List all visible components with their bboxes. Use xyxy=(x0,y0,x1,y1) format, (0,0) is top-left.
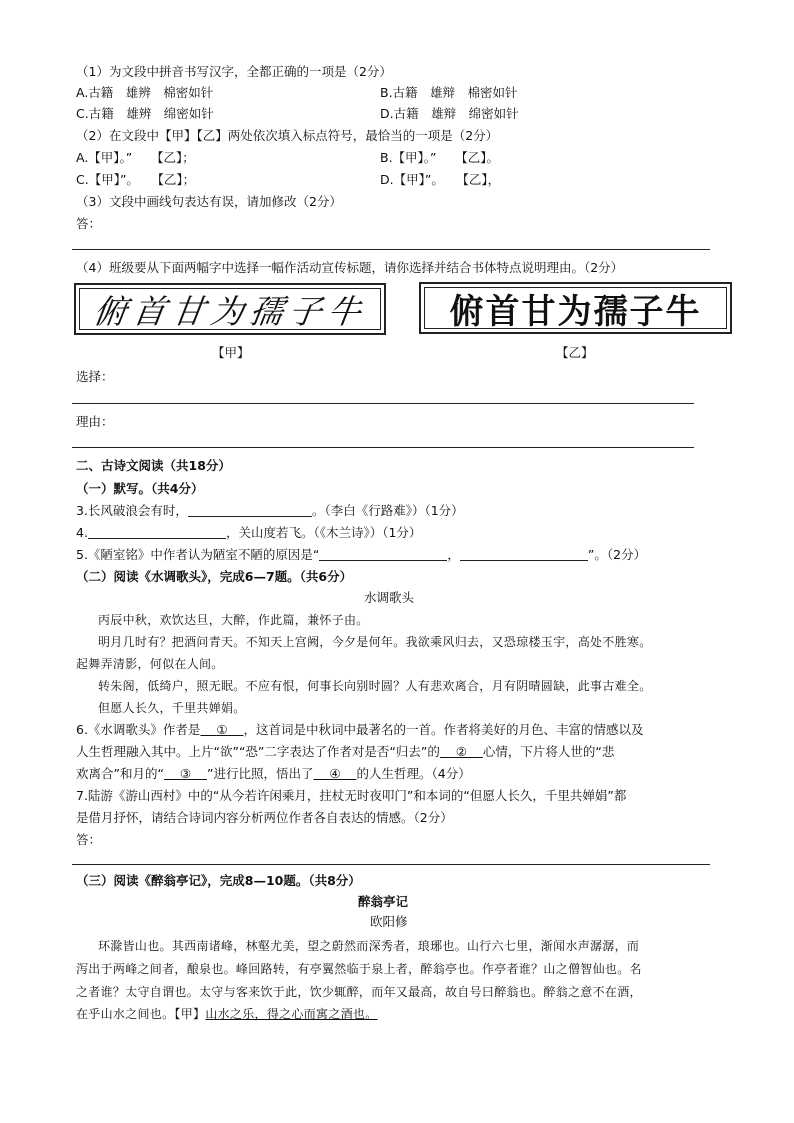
part2-title: （二）阅读《水调歌头》，完成6—7题。（共6分） xyxy=(76,569,353,584)
blank-q6-1[interactable]: ① xyxy=(216,722,228,737)
q2-option-b[interactable]: B.【甲】。” 【乙】。 xyxy=(380,150,500,165)
blank-q5-2[interactable] xyxy=(460,548,588,561)
poem-line: 但愿人长久，千里共婵娟。 xyxy=(98,701,246,715)
poem-line: 转朱阁，低绮户，照无眠。不应有恨，何事长向别时圆？人有悲欢离合，月有阴晴圆缺，此事古难全。 xyxy=(98,679,652,693)
part3-title: （三）阅读《醉翁亭记》，完成8—10题。（共8分） xyxy=(76,873,361,888)
blank-q5-1[interactable] xyxy=(319,548,447,561)
blank-q6-3[interactable]: ③ xyxy=(179,766,192,781)
blank-q6-2[interactable]: ② xyxy=(455,744,467,759)
q2-option-c[interactable]: C.【甲】”。 【乙】； xyxy=(76,172,196,187)
choose-label: 选择： xyxy=(76,369,114,384)
q1-option-d[interactable]: D.古籍 雄辩 绵密如针 xyxy=(380,106,519,121)
q7-line1: 7.陆游《游山西村》中的“从今若许闲乘月，拄杖无时夜叩门”和本词的“但愿人长久，千里共婵娟”都 xyxy=(76,788,627,803)
q6-line3: 欢离合”和月的“ ③ ”进行比照，悟出了 ④ 的人生哲理。（4分） xyxy=(76,766,471,781)
answer-line[interactable] xyxy=(72,249,710,250)
q2-option-d[interactable]: D.【甲】”。 【乙】， xyxy=(380,172,501,187)
part1-title: （一）默写。（共4分） xyxy=(76,481,204,496)
q3-dictation: 3.长风破浪会有时， 。（李白《行路难》）（1分） xyxy=(76,503,464,518)
blank-q3[interactable] xyxy=(188,504,312,517)
q1-option-b[interactable]: B.古籍 雄辩 棉密如针 xyxy=(380,85,518,100)
reason-label: 理由： xyxy=(76,414,114,429)
q7-answer-label: 答： xyxy=(76,832,102,847)
section2-title: 二、古诗文阅读（共18分） xyxy=(76,458,231,473)
calligraphy-image-jia[interactable] xyxy=(74,283,386,335)
choose-line[interactable] xyxy=(72,403,694,404)
q7-answer-line[interactable] xyxy=(72,864,710,865)
poem-line: 起舞弄清影，何似在人间。 xyxy=(76,657,224,671)
q2-option-a[interactable]: A.【甲】。” 【乙】； xyxy=(76,150,195,165)
q3-answer-label: 答： xyxy=(76,216,102,231)
reason-line[interactable] xyxy=(72,447,694,448)
prose-line: 在乎山水之间也。【甲】山水之乐，得之心而寓之酒也。 xyxy=(76,1007,378,1021)
q4-calligraphy-stem: （4）班级要从下面两幅字中选择一幅作活动宣传标题，请你选择并结合书体特点说明理由。（2分） xyxy=(76,260,624,275)
poem-line: 明月几时有？把酒问青天。不知天上宫阙，今夕是何年。我欲乘风归去，又恐琼楼玉宇，高处不胜寒。 xyxy=(98,635,652,649)
underlined-sentence-jia: 山水之乐，得之心而寓之酒也。 xyxy=(205,1007,378,1021)
calligraphy-text-jia: 俯首甘为孺子牛 xyxy=(90,291,369,331)
q3-revise-stem: （3）文段中画线句表达有误，请加修改（2分） xyxy=(76,194,342,209)
poem-preface: 丙辰中秋，欢饮达旦，大醉，作此篇，兼怀子由。 xyxy=(98,613,369,627)
q6-line1: 6.《水调歌头》作者是 ① ，这首词是中秋词中最著名的一首。作者将美好的月色、丰富的情感以及 xyxy=(76,722,644,737)
calligraphy-text-yi: 俯首甘为孺子牛 xyxy=(449,291,702,332)
q6-line2: 人生哲理融入其中。上片“欲”“恐”二字表达了作者对是否“归去”的 ② 心情，下片将人世的“悲 xyxy=(76,744,615,759)
q5-dictation: 5.《陋室铭》中作者认为陋室不陋的原因是“ ， ”。（2分） xyxy=(76,547,647,562)
q1-option-c[interactable]: C.古籍 雄辨 绵密如针 xyxy=(76,106,214,121)
q1-stem: （1）为文段中拼音书写汉字，全都正确的一项是（2分） xyxy=(76,64,392,79)
label-jia: 【甲】 xyxy=(212,345,250,360)
calligraphy-image-yi[interactable] xyxy=(419,282,732,334)
q7-line2: 是借月抒怀，请结合诗词内容分析两位作者各自表达的情感。（2分） xyxy=(76,810,453,825)
prose-line: 环滁皆山也。其西南诸峰，林壑尤美，望之蔚然而深秀者，琅琊也。山行六七里，渐闻水声潺潺，而 xyxy=(98,939,640,953)
prose-line: 之者谁？太守自谓也。太守与客来饮于此，饮少辄醉，而年又最高，故自号曰醉翁也。醉翁之意不在酒， xyxy=(76,985,642,999)
text-author: 欧阳修 xyxy=(370,914,408,929)
q4-dictation: 4. ，关山度若飞。（《木兰诗》）（1分） xyxy=(76,525,422,540)
q2-stem: （2）在文段中【甲】【乙】两处依次填入标点符号，最恰当的一项是（2分） xyxy=(76,128,499,143)
blank-q4[interactable] xyxy=(88,526,226,539)
q1-option-a[interactable]: A.古籍 雄辨 棉密如针 xyxy=(76,85,214,100)
blank-q6-4[interactable]: ④ xyxy=(329,766,341,781)
label-yi: 【乙】 xyxy=(556,345,594,360)
text-title: 醉翁亭记 xyxy=(358,894,409,909)
poem-title: 水调歌头 xyxy=(364,590,415,605)
prose-line: 泻出于两峰之间者，酿泉也。峰回路转，有亭翼然临于泉上者，醉翁亭也。作亭者谁？山之僧智仙也。名 xyxy=(76,962,642,976)
